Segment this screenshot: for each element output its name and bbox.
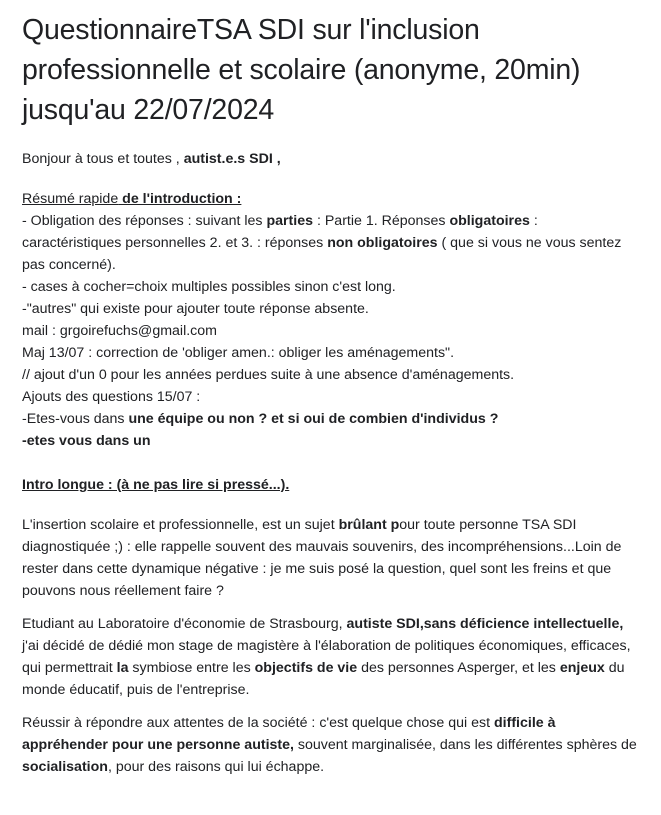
- summary-l8-b: une équipe ou non ? et si oui de combien d'individus ?: [128, 411, 499, 427]
- intro-heading: [22, 474, 639, 496]
- intro-p2-e: symbiose entre les: [128, 660, 255, 676]
- summary-l1-f: non obligatoires: [327, 235, 438, 251]
- intro-p3-e: , pour des raisons qui lui échappe.: [107, 759, 325, 775]
- spacer: [22, 452, 639, 474]
- intro-p3-a: Réussir à répondre aux attentes de la société : c'est quelque chose qui est: [22, 715, 494, 731]
- intro-paragraph-3: [22, 712, 639, 778]
- intro-p2-f: objectifs de vie: [254, 660, 358, 676]
- intro-p3-d: socialisation: [22, 759, 108, 775]
- spacer: [22, 701, 639, 712]
- summary-line-2: - cases à cocher=choix multiples possibles sinon c'est long.: [22, 279, 396, 295]
- intro-paragraph-2: [22, 613, 639, 701]
- summary-l1-b: parties: [266, 213, 314, 229]
- greeting-bold-text: autist.e.s SDI ,: [183, 151, 281, 167]
- summary-l1-c: : Partie 1. Réponses: [313, 213, 450, 229]
- intro-heading-text: Intro longue : (à ne pas lire si pressé...).: [22, 477, 290, 493]
- intro-p2-a: Etudiant au Laboratoire d'économie de Strasbourg,: [22, 616, 347, 632]
- summary-heading: [22, 188, 639, 210]
- summary-line-6: // ajout d'un 0 pour les années perdues suite à une absence d'aménagements.: [22, 367, 515, 383]
- summary-l9-bold: -etes vous dans un: [22, 433, 151, 449]
- intro-p1-b: brûlant p: [338, 517, 400, 533]
- summary-l1-e: : caractéristiques personnelles 2. et 3. : réponses: [22, 213, 538, 251]
- greeting-line: [22, 148, 639, 170]
- intro-p2-g: des personnes Asperger, et les: [357, 660, 560, 676]
- intro-p2-d: la: [116, 660, 129, 676]
- summary-line-4-mail: mail : grgoirefuchs@gmail.com: [22, 323, 217, 339]
- intro-p1-a: L'insertion scolaire et professionnelle, est un sujet: [22, 517, 339, 533]
- summary-line-3: -"autres" qui existe pour ajouter toute réponse absente.: [22, 301, 369, 317]
- intro-p2-h: enjeux: [559, 660, 605, 676]
- summary-heading-strong: de l'introduction :: [118, 191, 242, 207]
- summary-line-7: Ajouts des questions 15/07 :: [22, 389, 201, 405]
- intro-p3-c: souvent marginalisée, dans les différentes sphères de: [293, 737, 637, 753]
- intro-p2-c: j'ai décidé de dédié mon stage de magistère à l'élaboration de politiques économiques, efficaces, qui permettrait: [22, 638, 631, 676]
- intro-p3-b: difficile à appréhender pour une personne autiste,: [22, 715, 556, 753]
- summary-l1-a: - Obligation des réponses : suivant les: [22, 213, 267, 229]
- intro-paragraph-1: [22, 514, 639, 602]
- intro-p2-b: autiste SDI,sans déficience intellectuelle,: [346, 616, 624, 632]
- spacer: [22, 170, 639, 188]
- intro-p2-i: du monde éducatif, puis de l'entreprise.: [22, 660, 625, 698]
- summary-line-5: Maj 13/07 : correction de 'obliger amen.: obliger les aménagements".: [22, 345, 455, 361]
- page-title: QuestionnaireTSA SDI sur l'inclusion professionnelle et scolaire (anonyme, 20min) jusqu'au 22/07/2024: [22, 14, 581, 126]
- summary-l1-d: obligatoires: [449, 213, 530, 229]
- summary-l8-a: -Etes-vous dans: [22, 411, 129, 427]
- spacer: [22, 496, 639, 514]
- summary-l1-g: ( que si vous ne vous sentez pas concerné).: [22, 235, 622, 273]
- greeting-text: Bonjour à tous et toutes ,: [22, 151, 184, 167]
- intro-p1-c: our toute personne TSA SDI diagnostiquée ;) : elle rappelle souvent des mauvais souvenirs, des incompréhensions...Loin de rester dans cette dynamique négative : je me suis posé la question, quel sont les freins et que pouvons nous réellement faire ?: [22, 517, 622, 599]
- summary-line-9: [22, 430, 639, 452]
- summary-line-1: [22, 210, 639, 276]
- spacer: [22, 602, 639, 613]
- summary-line-8: [22, 408, 639, 430]
- summary-heading-prefix: Résumé rapide: [22, 191, 119, 207]
